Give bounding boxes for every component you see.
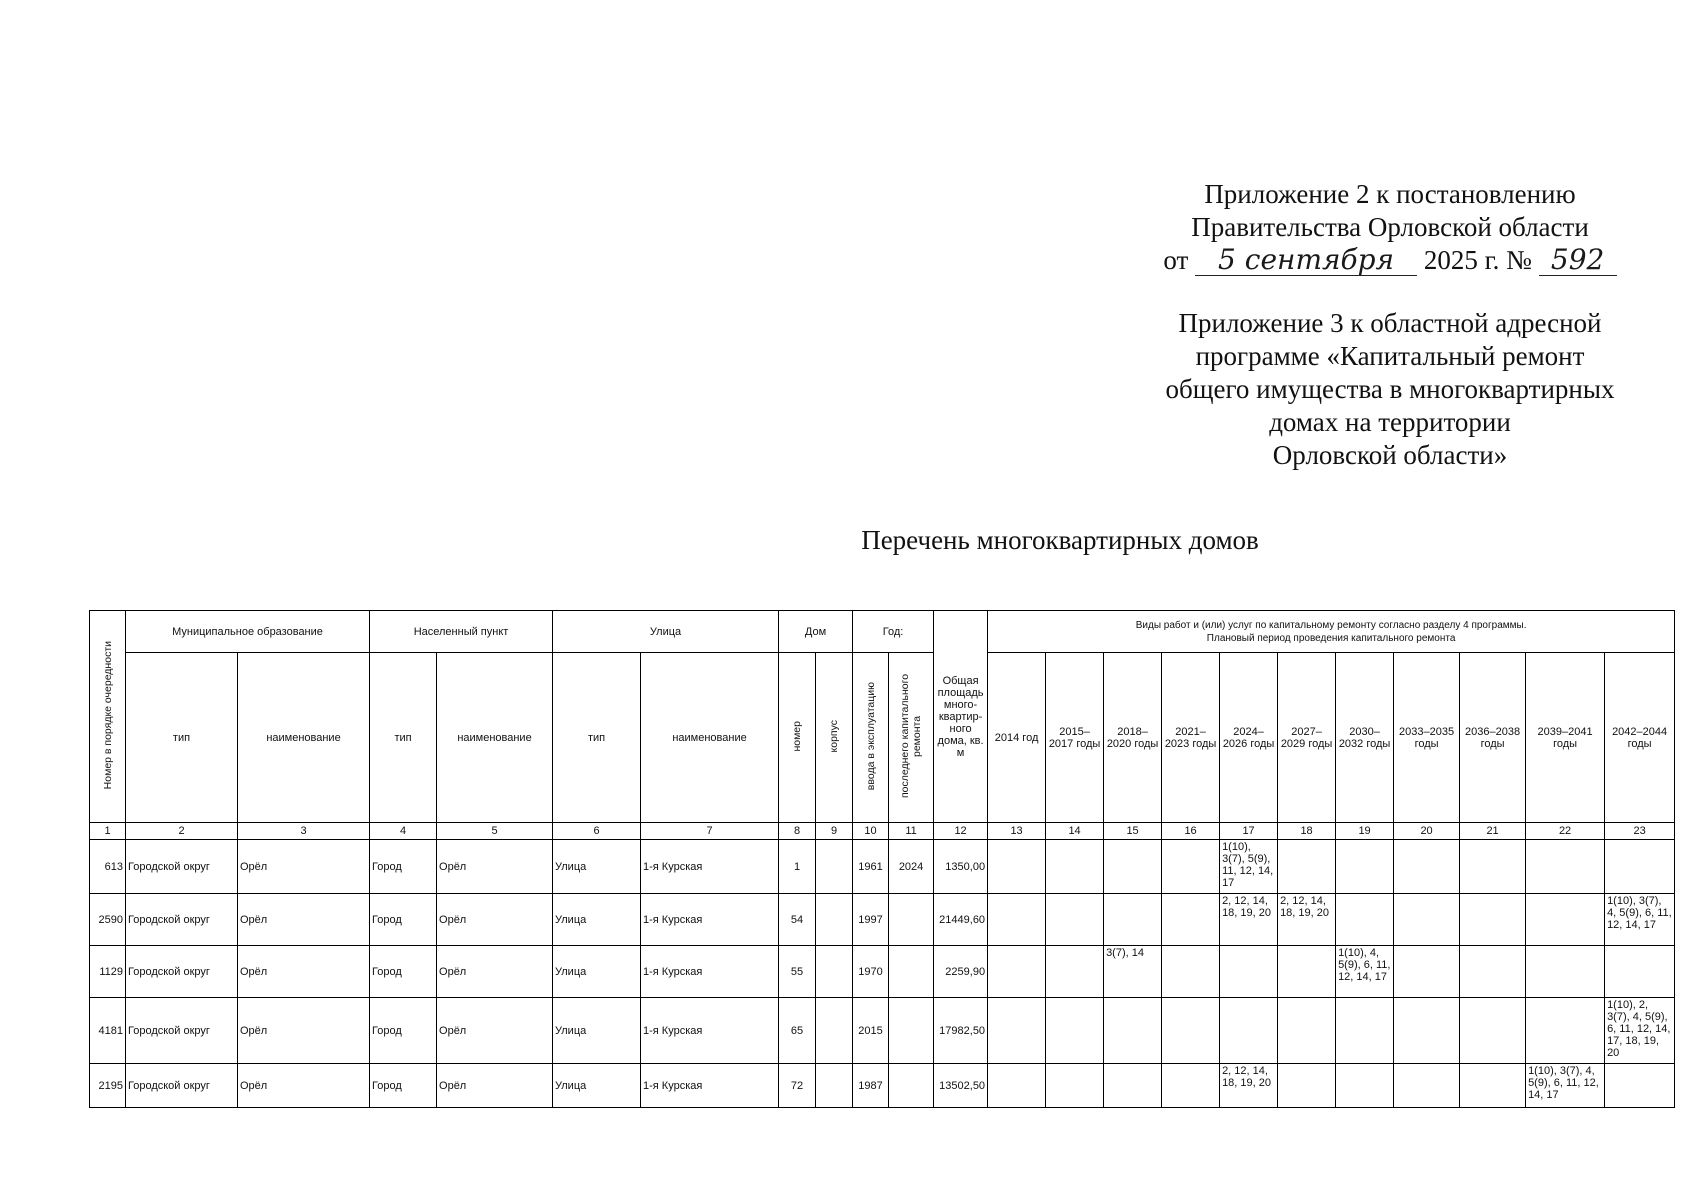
works-cell [1104, 1064, 1162, 1108]
header-street-name: наименование [641, 653, 779, 823]
building-cell [816, 894, 853, 946]
works-cell [1046, 840, 1104, 894]
order-number-cell: 4181 [90, 998, 126, 1064]
appendix-3-line: Орловской области» [1272, 440, 1508, 470]
appendix-2-header [1090, 178, 1690, 277]
house-number-cell: 55 [779, 946, 816, 998]
appendix-3-line: Приложение 3 к областной адресной [1178, 308, 1602, 338]
settlement-type-cell: Город [370, 1064, 437, 1108]
year-commissioned-cell: 1970 [853, 946, 889, 998]
header-year-last-repair: последнего капитального ремонта [889, 653, 934, 823]
header-period: 2030–2032 годы [1336, 653, 1394, 823]
header-house: Дом [779, 611, 853, 653]
header-municipality: Муниципальное образование [126, 611, 370, 653]
header-period: 2033–2035 годы [1394, 653, 1460, 823]
column-number-row [90, 823, 1675, 840]
municipality-name-cell: Орёл [238, 998, 370, 1064]
header-settlement: Населенный пункт [370, 611, 553, 653]
column-number: 13 [988, 823, 1046, 840]
works-cell [1460, 894, 1526, 946]
settlement-name-cell: Орёл [437, 1064, 553, 1108]
header-year: Год: [853, 611, 934, 653]
year-last-repair-cell [889, 946, 934, 998]
works-cell: 1(10), 3(7), 4, 5(9), 6, 11, 12, 14, 17 [1605, 894, 1675, 946]
works-cell [1278, 946, 1336, 998]
works-cell [1046, 894, 1104, 946]
works-cell [1104, 840, 1162, 894]
column-number: 2 [126, 823, 238, 840]
houses-table [89, 610, 1675, 1108]
works-cell: 1(10), 3(7), 5(9), 11, 12, 14, 17 [1220, 840, 1278, 894]
settlement-name-cell: Орёл [437, 840, 553, 894]
column-number: 7 [641, 823, 779, 840]
works-cell [1278, 998, 1336, 1064]
year-commissioned-cell: 1987 [853, 1064, 889, 1108]
municipality-type-cell: Городской округ [126, 1064, 238, 1108]
header-period: 2027–2029 годы [1278, 653, 1336, 823]
table-row [90, 840, 1675, 894]
house-number-cell: 54 [779, 894, 816, 946]
header-mun-type: тип [126, 653, 238, 823]
document-title: Перечень многоквартирных домов [861, 525, 1259, 555]
works-cell: 1(10), 4, 5(9), 6, 11, 12, 14, 17 [1336, 946, 1394, 998]
works-cell [1162, 946, 1220, 998]
year-last-repair-cell [889, 998, 934, 1064]
header-period: 2042–2044 годы [1605, 653, 1675, 823]
works-cell: 2, 12, 14, 18, 19, 20 [1220, 894, 1278, 946]
municipality-type-cell: Городской округ [126, 840, 238, 894]
works-cell: 2, 12, 14, 18, 19, 20 [1278, 894, 1336, 946]
column-number: 22 [1526, 823, 1605, 840]
works-cell [1046, 946, 1104, 998]
works-cell: 1(10), 3(7), 4, 5(9), 6, 11, 12, 14, 17 [1526, 1064, 1605, 1108]
header-building: корпус [816, 653, 853, 823]
street-type-cell: Улица [553, 998, 641, 1064]
appendix-3-line: общего имущества в многоквартирных [1165, 374, 1615, 404]
header-period: 2018–2020 годы [1104, 653, 1162, 823]
works-cell [1526, 998, 1605, 1064]
table-row [90, 1064, 1675, 1108]
municipality-type-cell: Городской округ [126, 998, 238, 1064]
order-number-cell: 2195 [90, 1064, 126, 1108]
column-number: 3 [238, 823, 370, 840]
table-row [90, 894, 1675, 946]
header-period: 2036–2038 годы [1460, 653, 1526, 823]
settlement-type-cell: Город [370, 840, 437, 894]
column-number: 20 [1394, 823, 1460, 840]
appendix-3-line: программе «Капитальный ремонт [1195, 341, 1585, 371]
year-last-repair-cell: 2024 [889, 840, 934, 894]
street-type-cell: Улица [553, 894, 641, 946]
settlement-name-cell: Орёл [437, 946, 553, 998]
street-name-cell: 1-я Курская [641, 1064, 779, 1108]
area-cell: 21449,60 [934, 894, 988, 946]
settlement-type-cell: Город [370, 998, 437, 1064]
year-commissioned-cell: 1997 [853, 894, 889, 946]
works-cell [988, 840, 1046, 894]
works-cell: 2, 12, 14, 18, 19, 20 [1220, 1064, 1278, 1108]
header-period: 2039–2041 годы [1526, 653, 1605, 823]
works-cell [1046, 998, 1104, 1064]
street-name-cell: 1-я Курская [641, 894, 779, 946]
house-number-cell: 1 [779, 840, 816, 894]
house-number-cell: 65 [779, 998, 816, 1064]
area-cell: 2259,90 [934, 946, 988, 998]
column-number: 6 [553, 823, 641, 840]
works-cell [1046, 1064, 1104, 1108]
header-year-commissioned: ввода в эксплуатацию [853, 653, 889, 823]
column-number: 8 [779, 823, 816, 840]
settlement-name-cell: Орёл [437, 894, 553, 946]
column-number: 16 [1162, 823, 1220, 840]
column-number: 4 [370, 823, 437, 840]
works-cell [1336, 894, 1394, 946]
municipality-type-cell: Городской округ [126, 894, 238, 946]
column-number: 11 [889, 823, 934, 840]
column-number: 5 [437, 823, 553, 840]
column-number: 1 [90, 823, 126, 840]
works-cell [1605, 840, 1675, 894]
column-number: 12 [934, 823, 988, 840]
column-number: 10 [853, 823, 889, 840]
works-cell [1526, 894, 1605, 946]
street-type-cell: Улица [553, 1064, 641, 1108]
handwritten-number: 592 [1539, 245, 1617, 276]
works-cell [1605, 1064, 1675, 1108]
works-cell [1220, 946, 1278, 998]
works-cell [1394, 840, 1460, 894]
header-street-type: тип [553, 653, 641, 823]
works-cell [1162, 840, 1220, 894]
works-cell [1394, 998, 1460, 1064]
year-text: 2025 г. № [1423, 245, 1532, 275]
year-commissioned-cell: 1961 [853, 840, 889, 894]
appendix-2-date-line [1090, 244, 1690, 277]
order-number-cell: 613 [90, 840, 126, 894]
municipality-type-cell: Городской округ [126, 946, 238, 998]
works-cell: 3(7), 14 [1104, 946, 1162, 998]
table-row [90, 998, 1675, 1064]
works-cell [1460, 998, 1526, 1064]
works-cell [988, 1064, 1046, 1108]
street-type-cell: Улица [553, 946, 641, 998]
header-order-number: Номер в порядке очередности [90, 611, 126, 823]
from-word: от [1163, 245, 1189, 275]
header-period: 2014 год [988, 653, 1046, 823]
appendix-2-line2: Правительства Орловской области [1191, 212, 1589, 242]
header-house-number: номер [779, 653, 816, 823]
header-works-period: Плановый период проведения капитального ремонта [1206, 632, 1456, 644]
header-street: Улица [553, 611, 779, 653]
works-cell [1526, 840, 1605, 894]
works-cell: 1(10), 2, 3(7), 4, 5(9), 6, 11, 12, 14, 17, 18, 19, 20 [1605, 998, 1675, 1064]
street-name-cell: 1-я Курская [641, 998, 779, 1064]
works-cell [1394, 894, 1460, 946]
works-cell [1220, 998, 1278, 1064]
street-type-cell: Улица [553, 840, 641, 894]
municipality-name-cell: Орёл [238, 946, 370, 998]
header-settle-type: тип [370, 653, 437, 823]
column-number: 15 [1104, 823, 1162, 840]
works-cell [1394, 1064, 1460, 1108]
works-cell [1104, 998, 1162, 1064]
street-name-cell: 1-я Курская [641, 946, 779, 998]
column-number: 19 [1336, 823, 1394, 840]
works-cell [1336, 840, 1394, 894]
appendix-3-header [1085, 307, 1695, 472]
header-period: 2024–2026 годы [1220, 653, 1278, 823]
works-cell [1162, 894, 1220, 946]
appendix-2-line1: Приложение 2 к постановлению [1204, 179, 1576, 209]
works-cell [988, 946, 1046, 998]
building-cell [816, 946, 853, 998]
works-cell [1162, 1064, 1220, 1108]
works-cell [1526, 946, 1605, 998]
works-cell [988, 998, 1046, 1064]
works-cell [1605, 946, 1675, 998]
table-row [90, 946, 1675, 998]
settlement-name-cell: Орёл [437, 998, 553, 1064]
column-number: 23 [1605, 823, 1675, 840]
building-cell [816, 840, 853, 894]
street-name-cell: 1-я Курская [641, 840, 779, 894]
header-settle-name: наименование [437, 653, 553, 823]
year-commissioned-cell: 2015 [853, 998, 889, 1064]
order-number-cell: 2590 [90, 894, 126, 946]
works-cell [1336, 998, 1394, 1064]
area-cell: 1350,00 [934, 840, 988, 894]
area-cell: 13502,50 [934, 1064, 988, 1108]
settlement-type-cell: Город [370, 946, 437, 998]
year-last-repair-cell [889, 1064, 934, 1108]
column-number: 18 [1278, 823, 1336, 840]
house-number-cell: 72 [779, 1064, 816, 1108]
works-cell [1278, 1064, 1336, 1108]
municipality-name-cell: Орёл [238, 840, 370, 894]
appendix-3-line: домах на территории [1269, 407, 1511, 437]
building-cell [816, 1064, 853, 1108]
works-cell [1336, 1064, 1394, 1108]
column-number: 9 [816, 823, 853, 840]
order-number-cell: 1129 [90, 946, 126, 998]
settlement-type-cell: Город [370, 894, 437, 946]
building-cell [816, 998, 853, 1064]
works-cell [1460, 946, 1526, 998]
year-last-repair-cell [889, 894, 934, 946]
header-area: Общая площадь много-квартир-ного дома, кв. м [934, 611, 988, 823]
area-cell: 17982,50 [934, 998, 988, 1064]
works-cell [988, 894, 1046, 946]
works-cell [1460, 1064, 1526, 1108]
header-period: 2021–2023 годы [1162, 653, 1220, 823]
header-works [988, 611, 1675, 653]
municipality-name-cell: Орёл [238, 1064, 370, 1108]
works-cell [1460, 840, 1526, 894]
column-number: 17 [1220, 823, 1278, 840]
column-number: 14 [1046, 823, 1104, 840]
works-cell [1394, 946, 1460, 998]
municipality-name-cell: Орёл [238, 894, 370, 946]
works-cell [1278, 840, 1336, 894]
header-works-line1: Виды работ и (или) услуг по капитальному ремонту согласно разделу 4 программы. [1135, 619, 1527, 631]
works-cell [1162, 998, 1220, 1064]
works-cell [1104, 894, 1162, 946]
column-number: 21 [1460, 823, 1526, 840]
handwritten-date: 5 сентября [1195, 245, 1417, 276]
header-period: 2015–2017 годы [1046, 653, 1104, 823]
header-mun-name: наименование [238, 653, 370, 823]
